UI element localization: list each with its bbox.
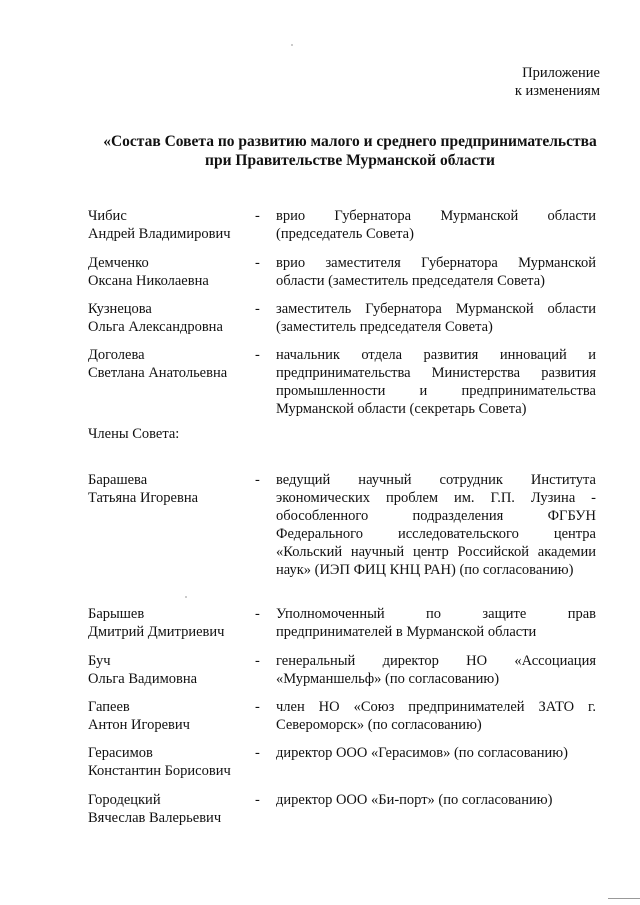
member-role: генеральный директор НО «Ассоциация «Мурманшельф» (по согласованию) bbox=[276, 653, 596, 687]
scan-edge-mark bbox=[608, 898, 640, 899]
member-given-names: Оксана Николаевна bbox=[88, 273, 209, 289]
member-surname: Чибис bbox=[88, 208, 127, 224]
member-surname: Гапеев bbox=[88, 699, 130, 715]
member-surname: Герасимов bbox=[88, 745, 153, 761]
member-surname: Городецкий bbox=[88, 792, 161, 808]
member-surname: Барышев bbox=[88, 606, 145, 622]
member-role: врио заместителя Губернатора Мурманской области (заместитель председателя Совета) bbox=[276, 255, 596, 289]
member-role: врио Губернатора Мурманской области (председатель Совета) bbox=[276, 208, 596, 242]
member-given-names: Константин Борисович bbox=[88, 763, 231, 779]
member-role: член НО «Союз предпринимателей ЗАТО г. Североморск» (по согласованию) bbox=[276, 699, 596, 733]
member-given-names: Татьяна Игоревна bbox=[88, 490, 199, 506]
appendix-note bbox=[515, 64, 600, 100]
members-heading: Члены Совета: bbox=[88, 426, 180, 442]
member-given-names: Светлана Анатольевна bbox=[88, 365, 228, 381]
member-given-names: Андрей Владимирович bbox=[88, 226, 231, 242]
document-title bbox=[70, 132, 630, 170]
member-name bbox=[88, 471, 248, 507]
dash-separator: - bbox=[255, 606, 260, 622]
member-given-names: Ольга Александровна bbox=[88, 319, 223, 335]
member-surname: Доголева bbox=[88, 347, 145, 363]
member-role: директор ООО «Герасимов» (по согласованию) bbox=[276, 745, 568, 761]
member-surname: Демченко bbox=[88, 255, 149, 271]
member-role: ведущий научный сотрудник Института экономических проблем им. Г.П. Лузина - обособленного подразделения ФГБУН Федерального исследовательского центра «Кольский научный центр Российской академии наук» (ИЭП ФИЦ КНЦ РАН) (по согласованию) bbox=[276, 472, 596, 578]
member-name bbox=[88, 605, 248, 641]
title-line-2: при Правительстве Мурманской области bbox=[205, 152, 495, 169]
member-name bbox=[88, 652, 248, 688]
member-name bbox=[88, 207, 248, 243]
scan-speck bbox=[185, 596, 187, 598]
member-given-names: Ольга Вадимовна bbox=[88, 671, 198, 687]
dash-separator: - bbox=[255, 699, 260, 715]
appendix-line-1: Приложение bbox=[522, 65, 600, 81]
dash-separator: - bbox=[255, 653, 260, 669]
title-line-1: «Состав Совета по развитию малого и среднего предпринимательства bbox=[103, 133, 597, 150]
member-role: Уполномоченный по защите прав предпринимателей в Мурманской области bbox=[276, 606, 596, 640]
member-given-names: Антон Игоревич bbox=[88, 717, 190, 733]
member-surname: Барашева bbox=[88, 472, 148, 488]
member-role: начальник отдела развития инноваций и предпринимательства Министерства развития промышленности и предпринимательства Мурманской области (секретарь Совета) bbox=[276, 347, 596, 417]
dash-separator: - bbox=[255, 301, 260, 317]
dash-separator: - bbox=[255, 745, 260, 761]
member-name bbox=[88, 698, 248, 734]
dash-separator: - bbox=[255, 255, 260, 271]
dash-separator: - bbox=[255, 472, 260, 488]
member-surname: Кузнецова bbox=[88, 301, 152, 317]
member-name bbox=[88, 300, 248, 336]
dash-separator: - bbox=[255, 792, 260, 808]
appendix-line-2: к изменениям bbox=[514, 83, 600, 99]
member-name bbox=[88, 346, 248, 382]
dash-separator: - bbox=[255, 208, 260, 224]
member-name bbox=[88, 254, 248, 290]
member-given-names: Вячеслав Валерьевич bbox=[88, 810, 222, 826]
member-surname: Буч bbox=[88, 653, 111, 669]
member-role: заместитель Губернатора Мурманской области (заместитель председателя Совета) bbox=[276, 301, 596, 335]
member-name bbox=[88, 791, 248, 827]
dash-separator: - bbox=[255, 347, 260, 363]
member-role: директор ООО «Би-порт» (по согласованию) bbox=[276, 792, 553, 808]
member-name bbox=[88, 744, 248, 780]
scan-speck bbox=[291, 44, 293, 46]
member-given-names: Дмитрий Дмитриевич bbox=[88, 624, 225, 640]
